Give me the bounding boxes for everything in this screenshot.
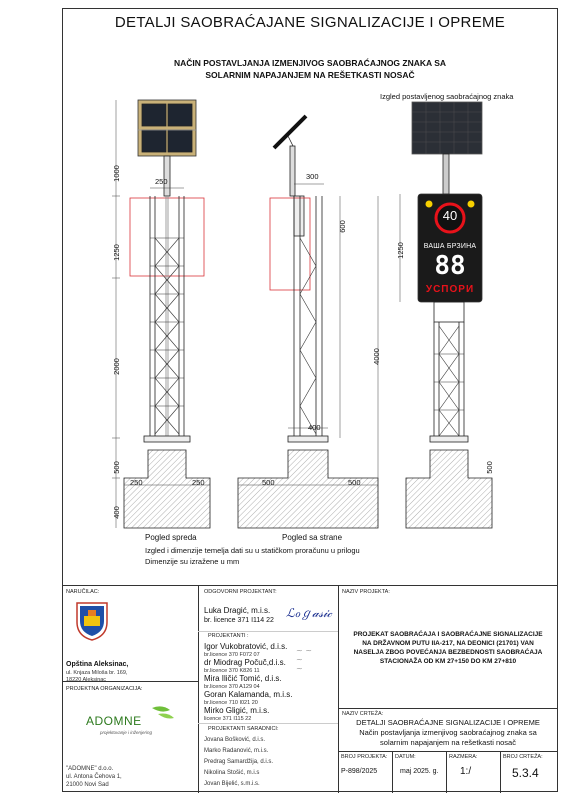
saradnik-5: Jovan Bijelić, s.m.i.s. — [204, 781, 260, 787]
narucilac-address-1: ul. Knjaza Miloša br. 169, — [66, 670, 128, 676]
dim-500-side-left: 500 — [262, 478, 275, 487]
narucilac-address-2: 18220 Aleksinac — [66, 677, 107, 683]
technical-drawing — [62, 88, 558, 578]
dim-1000: 1000 — [111, 165, 121, 182]
drawing-name-line-3: solarnim napajanjem na rešetkasti nosač — [380, 738, 516, 747]
municipality-crest-icon — [74, 600, 110, 642]
projektanti-signatures: ~ ~ ~ ~ — [296, 646, 312, 673]
projektant-5-name: Mirko Gligić, m.i.s. — [204, 706, 270, 715]
odgovorni-name: Luka Dragić, m.i.s. — [204, 606, 271, 615]
datum-header: DATUM: — [395, 754, 416, 760]
adomne-logo — [82, 704, 182, 734]
projektant-5-licence: licence 371 I115 22 — [204, 716, 252, 722]
dim-250-left: 250 — [130, 478, 143, 487]
broj-crteza: 5.3.4 — [512, 766, 539, 780]
project-name-line-1: PROJEKAT SAOBRAĆAJA I SAOBRAĆAJNE SIGNALIZACIJE — [353, 631, 543, 638]
projekat-header: NAZIV PROJEKTA: — [342, 589, 390, 595]
front-view — [112, 100, 210, 528]
projektant-4-name: Goran Kalamanda, m.i.s. — [204, 690, 293, 699]
broj-crteza-header: BROJ CRTEŽA: — [503, 754, 543, 760]
project-name — [338, 630, 558, 666]
projektant-1-licence: br.licence 370 F072 07 — [204, 652, 260, 658]
adomne-logo-text: ADOMNE — [86, 714, 142, 728]
note-units: Dimenzije su izražene u mm — [145, 557, 240, 566]
drawing-name-line-2: Način postavljanja izmenjivog saobraćajnog znaka sa — [359, 728, 537, 737]
razmera-header: RAZMERA: — [449, 754, 478, 760]
drawing-subtitle — [62, 57, 558, 81]
note-foundation: Izgled i dimenzije temelja dati su u statičkom proračunu u prilogu — [145, 546, 360, 555]
dim-500-side-right: 500 — [348, 478, 361, 487]
odgovorni-header: ODGOVORNI PROJEKTANT: — [204, 589, 277, 595]
front-view-label: Pogled spreda — [145, 533, 197, 542]
org-name: "ADOMNE" d.o.o. — [66, 766, 114, 772]
saradnik-3: Predrag Samardžija, d.i.s. — [204, 759, 274, 765]
dim-2000: 2000 — [111, 358, 121, 375]
narucilac-header: NARUČILAC: — [66, 589, 100, 595]
sign-appearance-view — [400, 102, 492, 528]
org-address-2: 21000 Novi Sad — [66, 782, 109, 788]
narucilac-name: Opština Aleksinac, — [66, 661, 129, 668]
title-block — [62, 585, 558, 793]
crtez-header: NAZIV CRTEŽA: — [342, 711, 384, 717]
broj-projekta-header: BROJ PROJEKTA: — [341, 754, 388, 760]
sign-text-bottom: УСПОРИ — [425, 284, 475, 295]
org-address-1: ul. Antona Čehova 1, — [66, 774, 122, 780]
project-name-line-3: NASELJA ZBOG POVEĆANJA BEZBEDNOSTI SAOBRAĆAJA — [353, 649, 543, 656]
drawing-name — [338, 718, 558, 748]
projektant-4-licence: br.licence 710 I021 20 — [204, 700, 258, 706]
dim-1250: 1250 — [111, 244, 121, 261]
broj-projekta: P-898/2025 — [341, 768, 378, 775]
sign-text-top: ВАША БРЗИНА — [423, 243, 477, 250]
saradnici-header: PROJEKTANTI SARADNICI: — [208, 726, 279, 732]
saradnik-2: Marko Radanović, m.i.s. — [204, 748, 269, 754]
projektant-3-licence: br.licence 370 A129 04 — [204, 684, 260, 690]
drawing-name-line-1: DETALJI SAOBRAĆAJNE SIGNALIZACIJE I OPREME — [356, 718, 540, 727]
project-name-line-4: STACIONAŽA OD KM 27+150 DO KM 27+810 — [379, 658, 517, 665]
odgovorni-licence: br. licence 371 I114 22 — [204, 617, 274, 624]
dim-400-front: 400 — [111, 506, 121, 519]
dim-500-appearance: 500 — [484, 461, 494, 474]
dim-1250-sign: 1250 — [395, 242, 405, 259]
saradnik-4: Nikolina Stošić, m.i.s — [204, 770, 260, 776]
projektant-3-name: Mira Iličić Tomić, d.i.s. — [204, 674, 282, 683]
datum: maj 2025. g. — [400, 768, 439, 775]
subtitle-line-2: SOLARNIM NAPAJANJEM NA REŠETKASTI NOSAČ — [205, 70, 415, 80]
projektant-2-licence: br.licence 370 K826 11 — [204, 668, 260, 674]
adomne-slogan: projektovanje i inženjering — [100, 730, 153, 735]
projektant-2-name: dr Miodrag Počuč,d.i.s. — [204, 658, 286, 667]
dim-300: 300 — [306, 172, 319, 181]
dim-600: 600 — [337, 220, 347, 233]
projektanti-header: PROJEKTANTI : — [208, 633, 249, 639]
sign-speed-digits: 88 — [434, 251, 466, 281]
dim-400-side: 400 — [308, 423, 321, 432]
dim-500-front: 500 — [111, 461, 121, 474]
dim-4000: 4000 — [371, 348, 381, 365]
speed-limit-number: 40 — [442, 208, 458, 223]
side-view-label: Pogled sa strane — [282, 533, 343, 542]
dim-top-width: 250 — [155, 177, 168, 186]
dim-250-right: 250 — [192, 478, 205, 487]
appearance-view-label: Izgled postavljenog saobraćajnog znaka — [380, 92, 514, 101]
odgovorni-signature: ℒℴℊ𝒶𝓈𝒾𝒸 — [286, 606, 332, 620]
projektant-1-name: Igor Vukobratović, d.i.s. — [204, 642, 288, 651]
drawing-title: DETALJI SAOBRAĆAJANE SIGNALIZACIJE I OPREME — [114, 14, 506, 31]
subtitle-line-1: NAČIN POSTAVLJANJA IZMENJIVOG SAOBRAĆAJNOG ZNAKA SA — [173, 58, 447, 68]
razmera: 1:/ — [460, 766, 472, 777]
org-header: PROJEKTNA ORGANIZACIJA: — [66, 686, 143, 692]
saradnik-1: Jovana Bošković, d.i.s. — [204, 737, 266, 743]
project-name-line-2: NA DRŽAVNOM PUTU IIA-217, NA DEONICI (21701) VAN — [362, 640, 534, 647]
